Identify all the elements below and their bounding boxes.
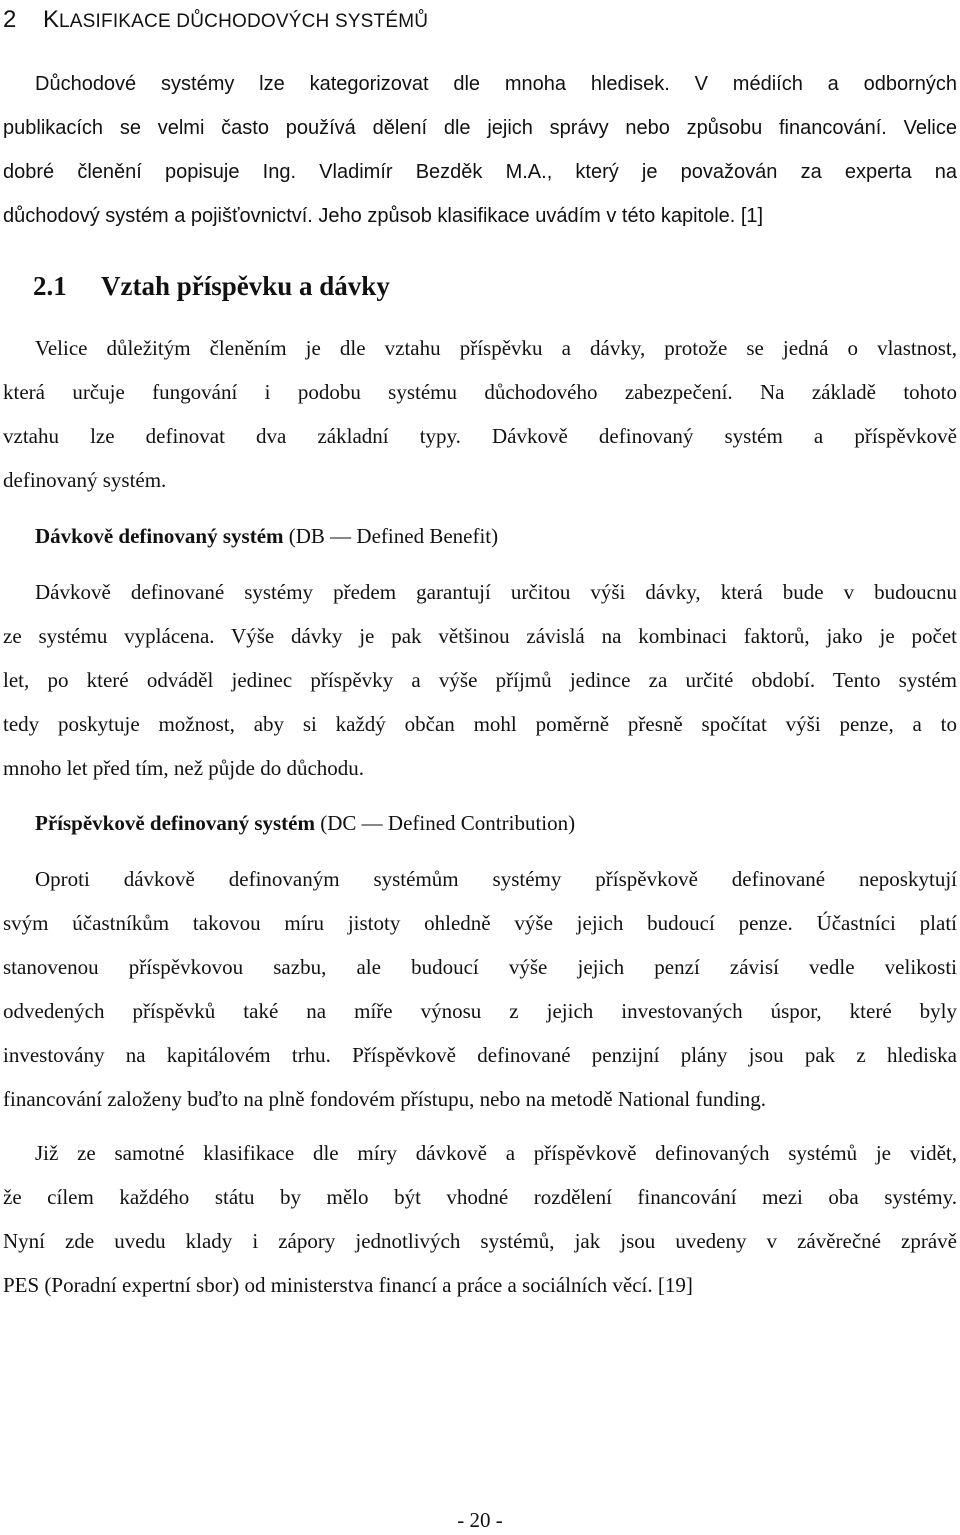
dc-subheading-bold: Příspěvkově definovaný systém (35, 811, 315, 835)
paragraph-line: stanovenou příspěvkovou sazbu, ale budoucí výše jejich penzí závisí vedle velikosti (3, 955, 957, 979)
dc-paragraph (3, 857, 957, 1121)
section-title: Vztah příspěvku a dávky (101, 271, 390, 301)
section-heading (33, 266, 390, 306)
paragraph-line: Oproti dávkově definovaným systémům systémy příspěvkově definované neposkytují (35, 867, 957, 891)
section-intro-paragraph (3, 326, 957, 502)
paragraph-line: Nyní zde uvedu klady i zápory jednotlivých systémů, jak jsou uvedeny v závěrečné zprávě (3, 1229, 957, 1253)
paragraph-line: vztahu lze definovat dva základní typy. Dávkově definovaný systém a příspěvkově (3, 424, 957, 448)
paragraph-line: důchodový systém a pojišťovnictví. Jeho způsob klasifikace uvádím v této kapitole. [1] (3, 205, 764, 227)
paragraph-line: investovány na kapitálovém trhu. Příspěvkově definované penzijní plány jsou pak z hlediska (3, 1043, 957, 1067)
paragraph-line: Již ze samotné klasifikace dle míry dávkově a příspěvkově definovaných systémů je vidět, (35, 1141, 957, 1165)
dc-subheading-rest: (DC — Defined Contribution) (315, 811, 576, 835)
paragraph-line: která určuje fungování i podobu systému důchodového zabezpečení. Na základě tohoto (3, 380, 957, 404)
chapter-title-initial: K (43, 6, 60, 33)
chapter-heading (3, 0, 428, 42)
paragraph-line: Důchodové systémy lze kategorizovat dle mnoha hledisek. V médiích a odborných (35, 73, 957, 95)
paragraph-line: publikacích se velmi často používá dělení dle jejich správy nebo způsobu financování. Velice (3, 117, 957, 139)
dc-subheading (35, 803, 575, 843)
paragraph-line: tedy poskytuje možnost, aby si každý občan mohl poměrně přesně spočítat výši penze, a to (3, 712, 957, 736)
paragraph-line: odvedených příspěvků také na míře výnosu z jejich investovaných úspor, které byly (3, 999, 957, 1023)
db-subheading (35, 516, 498, 556)
chapter-title-rest: LASIFIKACE DŮCHODOVÝCH SYSTÉMŮ (59, 11, 429, 32)
db-paragraph (3, 570, 957, 790)
paragraph-line: dobré členění popisuje Ing. Vladimír Bezděk M.A., který je považován za experta na (3, 161, 957, 183)
db-subheading-bold: Dávkově definovaný systém (35, 524, 284, 548)
paragraph-line: PES (Poradní expertní sbor) od ministerstva financí a práce a sociálních věcí. [19] (3, 1273, 693, 1297)
paragraph-line: financování založeny buďto na plně fondovém přístupu, nebo na metodě National funding. (3, 1087, 766, 1111)
closing-paragraph (3, 1131, 957, 1307)
section-number: 2.1 (33, 271, 67, 301)
paragraph-line: svým účastníkům takovou míru jistoty ohledně výše jejich budoucí penze. Účastníci platí (3, 911, 957, 935)
paragraph-line: mnoho let před tím, než půjde do důchodu. (3, 756, 365, 780)
intro-paragraph (3, 62, 957, 238)
paragraph-line: Dávkově definované systémy předem garantují určitou výši dávky, která bude v budoucnu (35, 580, 957, 604)
paragraph-line: Velice důležitým členěním je dle vztahu příspěvku a dávky, protože se jedná o vlastnost, (35, 336, 957, 360)
paragraph-line: že cílem každého státu by mělo být vhodné rozdělení financování mezi oba systémy. (3, 1185, 957, 1209)
paragraph-line: ze systému vyplácena. Výše dávky je pak většinou závislá na kombinaci faktorů, jako je počet (3, 624, 957, 648)
chapter-number: 2 (3, 6, 17, 33)
db-subheading-rest: (DB — Defined Benefit) (283, 524, 499, 548)
paragraph-line: let, po které odváděl jedinec příspěvky a výše příjmů jedince za určité období. Tento systém (3, 668, 957, 692)
paragraph-line: definovaný systém. (3, 468, 167, 492)
page-number: - 20 - (457, 1508, 503, 1532)
